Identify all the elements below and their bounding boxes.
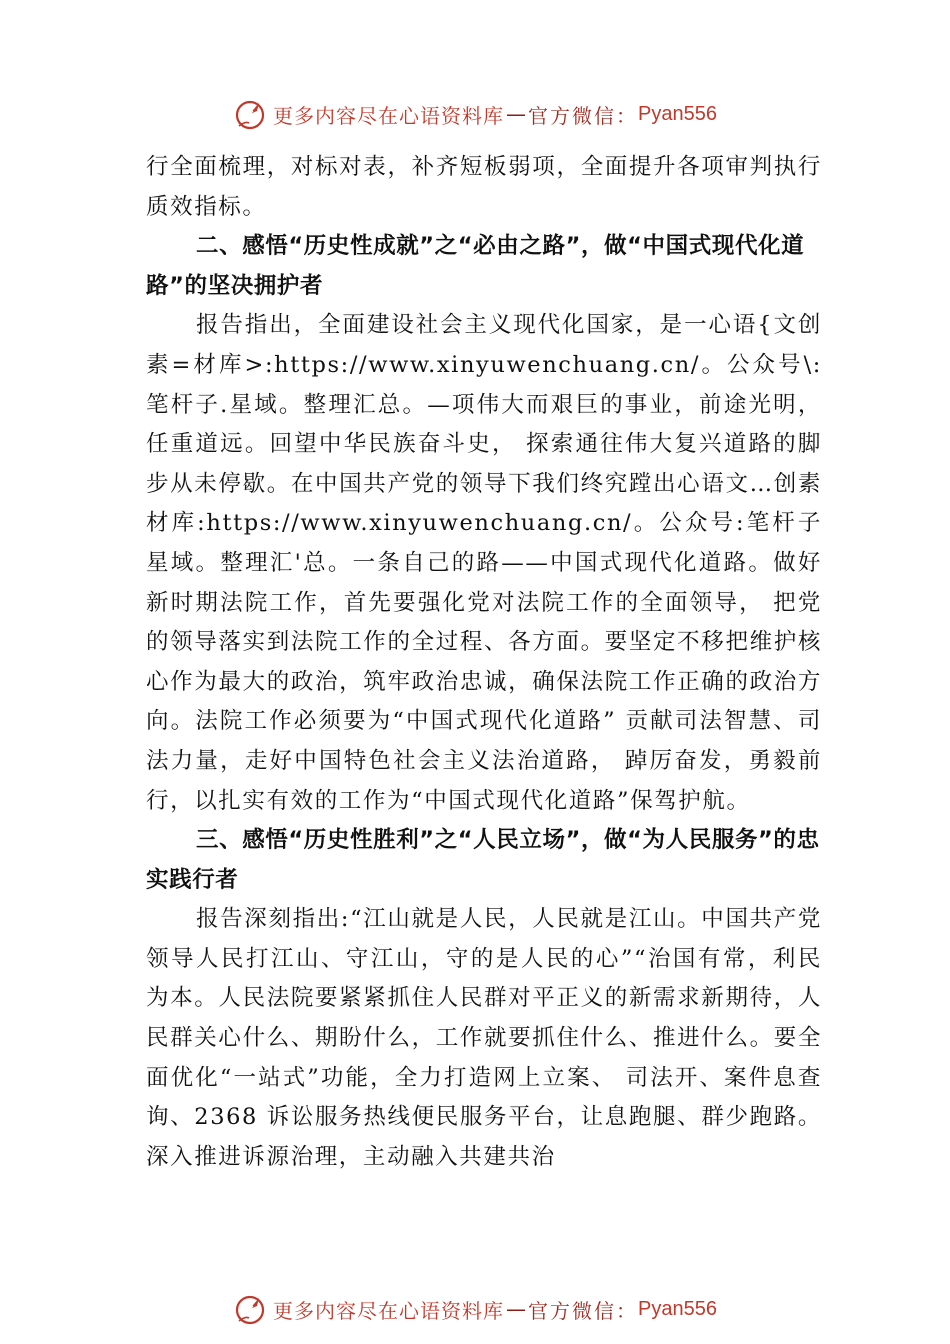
header-banner — [0, 94, 950, 134]
banner-official-label: 官方微信： — [528, 1298, 639, 1323]
feather-pen-logo-icon — [233, 1292, 267, 1326]
paragraph-3: 报告深刻指出:“江山就是人民，人民就是江山。中国共产党领导人民打江山、守江山，守的是人民的心”“治国有常，利民为本。人民法院要紧紧抓住人民群对平正义的新需求新期待，人民群关心什么、期盼什么，工作就要抓住什么、推进什么。要全面优化“一站式”功能，全力打造网上立案、 司法开、案件息查询、2368 诉讼服务热线便民服务平台，让息跑腿、群少跑路。深入推进诉源治理，主动融入共建共治 — [146, 906, 822, 1170]
feather-pen-logo-icon — [233, 97, 267, 131]
banner-official-label: 官方微信： — [528, 103, 639, 128]
paragraph-2: 报告指出，全面建设社会主义现代化国家，是一心语{文创素=材库>:https://www.xinyuwenchuang.cn/。公众号\:笔杆子.星域。整理汇总。—项伟大而艰巨的事业，前途光明，任重道远。回望中华民族奋斗史， 探索通往伟大复兴道路的脚步从未停歇。在中国共产党的领导下我们终究蹚出心语文…创素材库:https://www.xinyuwenchuang.cn/。公众号:笔杆子星域。整理汇'总。一条自己的路——中国式现代化道路。做好新时期法院工作，首先要强化党对法院工作的全面领导， 把党的领导落实到法院工作的全过程、各方面。要坚定不移把维护核心作为最大的政治，筑牢政治忠诚，确保法院工作正确的政治方向。法院工作必须要为“中国式现代化道路” 贡献司法智慧、司法力量，走好中国特色社会主义法治道路， 踔厉奋发，勇毅前行，以扎实有效的工作为“中国式现代化道路”保驾护航。 — [146, 312, 822, 814]
banner-dash: — — [506, 1297, 527, 1321]
document-body — [146, 148, 822, 1177]
section-heading-2: 二、感悟“历史性成就”之“必由之路”，做“中国式现代化道路”的坚决拥护者 — [146, 233, 805, 299]
footer-banner — [0, 1289, 950, 1329]
banner-brand-text: 更多内容尽在心语资料库 — [273, 1298, 505, 1323]
banner-wechat-id: Pyan556 — [638, 1297, 717, 1320]
paragraph-1: 行全面梳理，对标对表，补齐短板弱项，全面提升各项审判执行质效指标。 — [146, 154, 822, 220]
banner-dash: — — [506, 102, 527, 126]
banner-wechat-id: Pyan556 — [638, 102, 717, 125]
banner-brand-text: 更多内容尽在心语资料库 — [273, 103, 505, 128]
section-heading-3: 三、感悟“历史性胜利”之“人民立场”，做“为人民服务”的忠实践行者 — [146, 827, 820, 893]
